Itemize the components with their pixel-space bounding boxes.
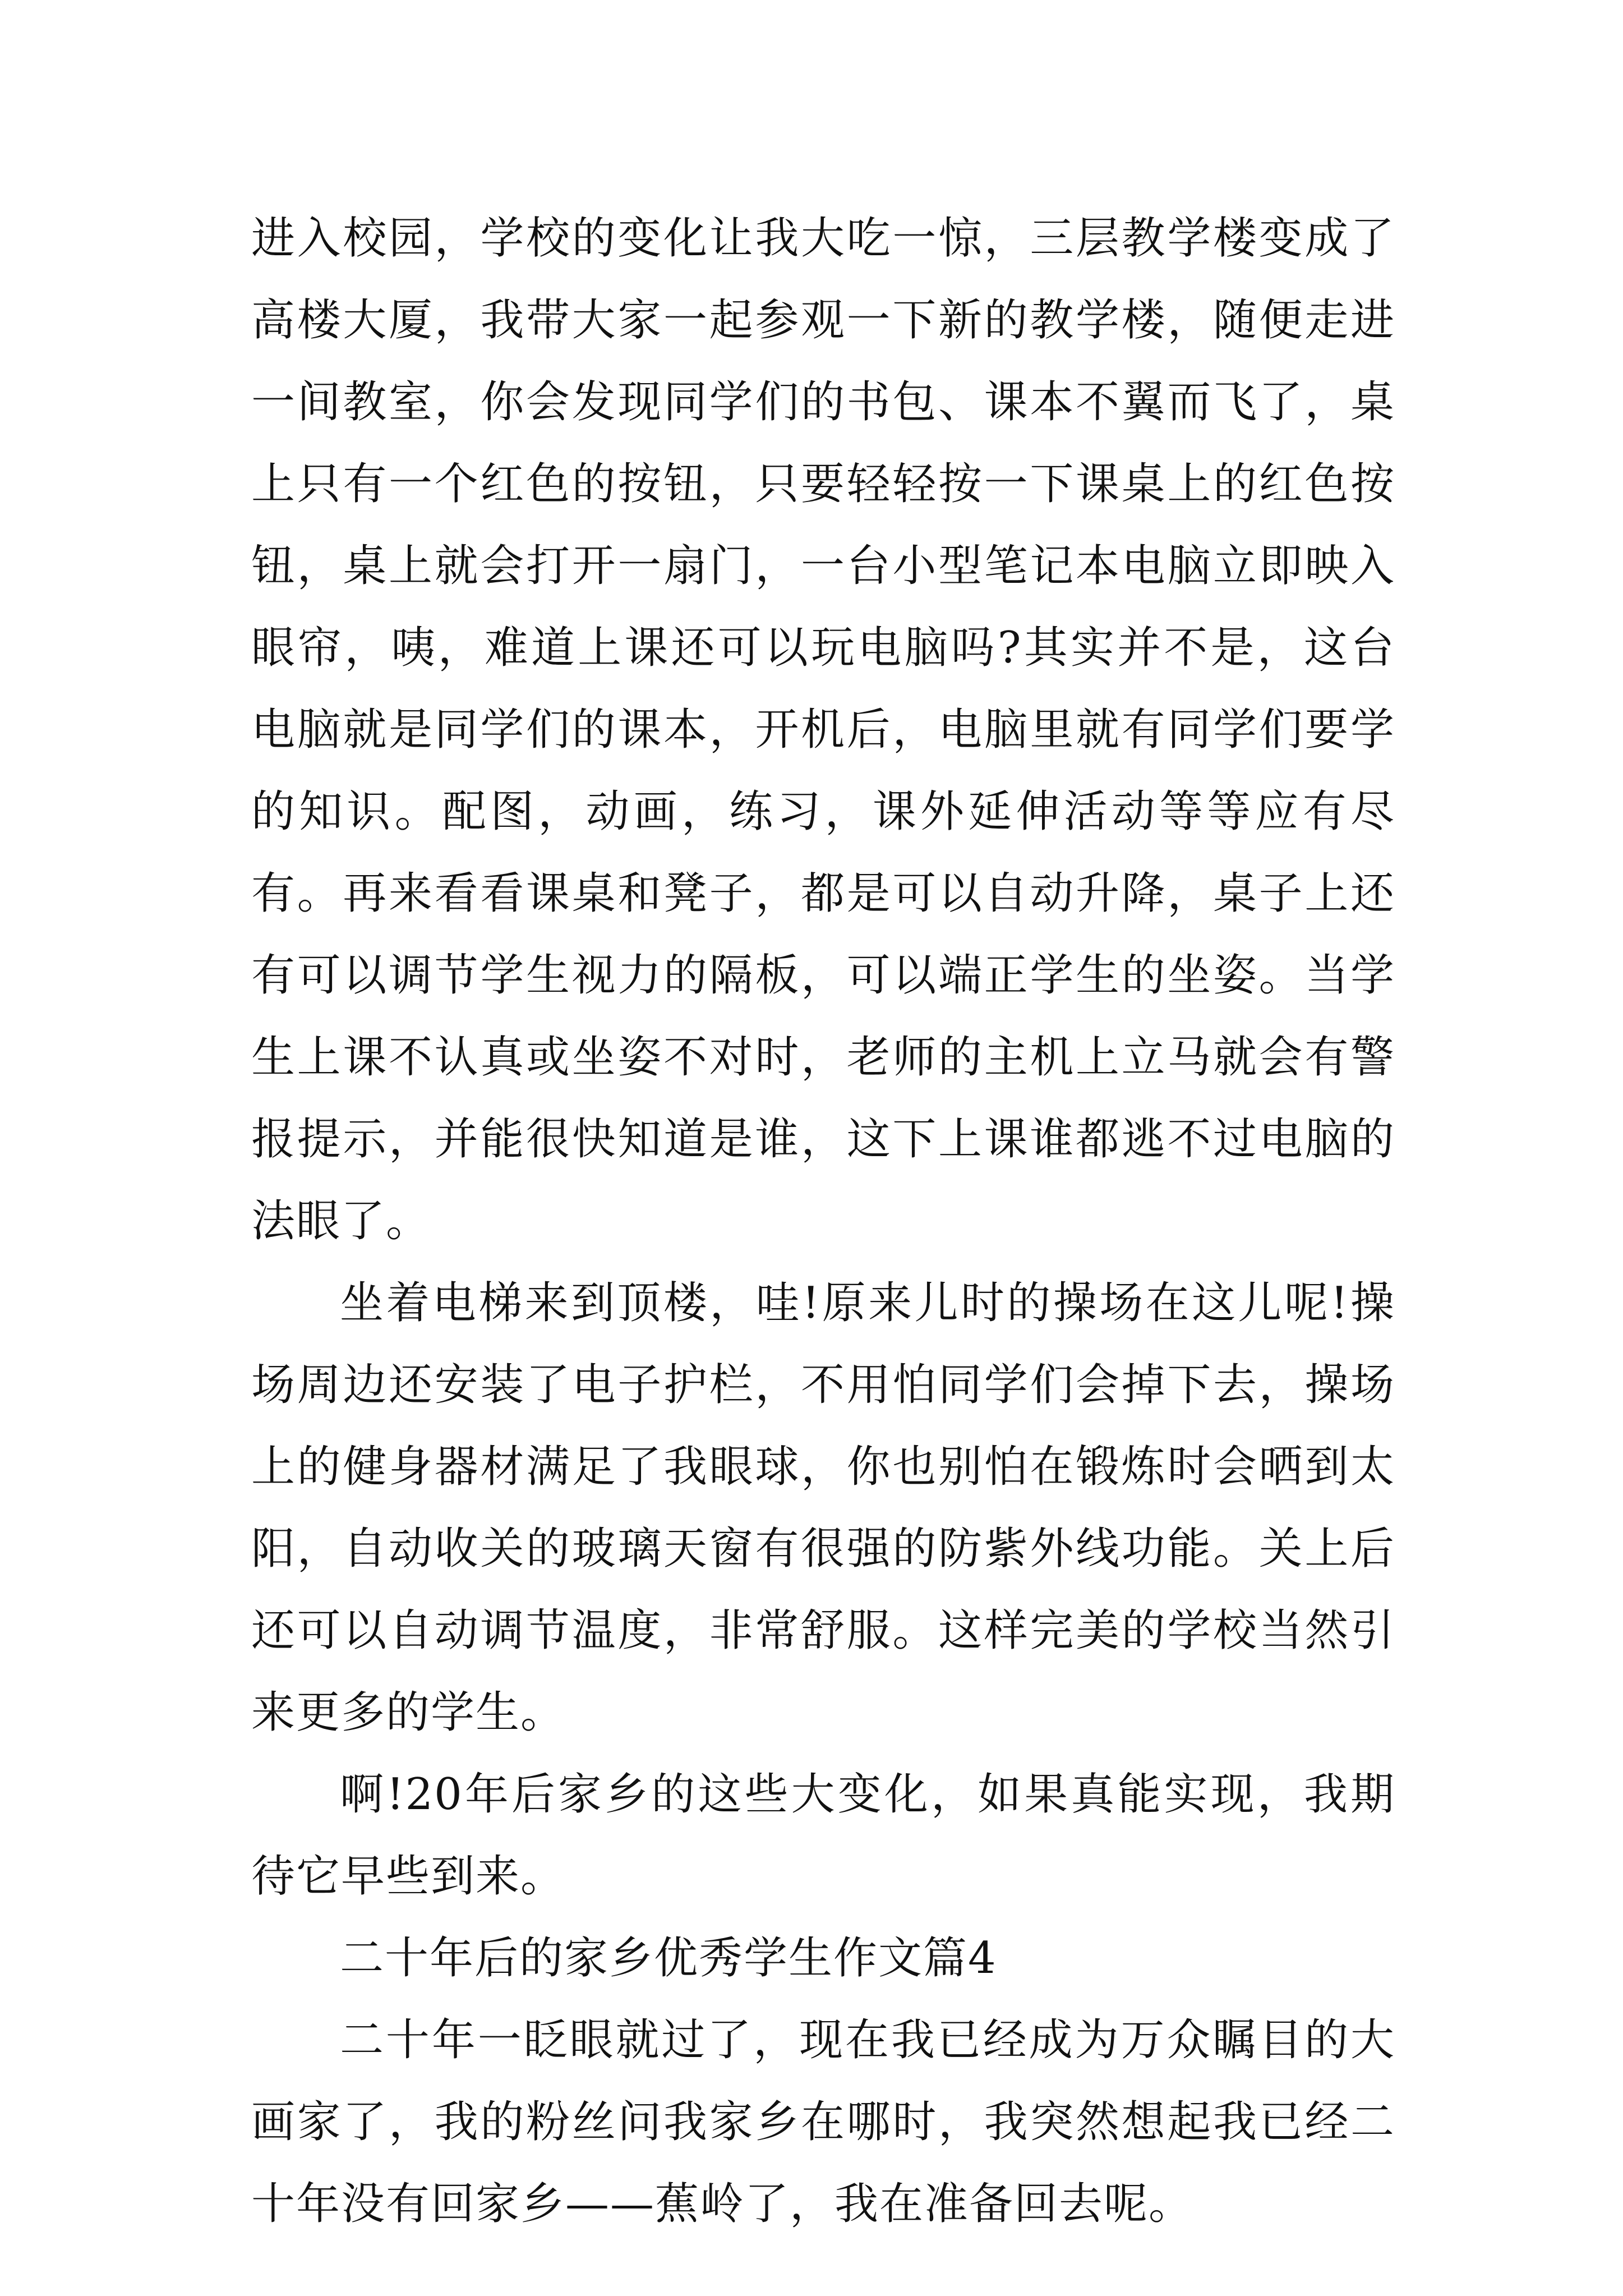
- document-body: [251, 197, 1395, 2245]
- paragraph-rooftop-playground: 坐着电梯来到顶楼，哇!原来儿时的操场在这儿呢!操场周边还安装了电子护栏，不用怕同学们会掉下去，操场上的健身器材满足了我眼球，你也别怕在锻炼时会晒到太阳，自动收关的玻璃天窗有很强的防紫外线功能。关上后还可以自动调节温度，非常舒服。这样完美的学校当然引来更多的学生。: [251, 1278, 1395, 1738]
- paragraph-closing-wish: 啊!20年后家乡的这些大变化，如果真能实现，我期待它早些到来。: [251, 1769, 1395, 1902]
- paragraph-essay-4-opening: 二十年一眨眼就过了，现在我已经成为万众瞩目的大画家了，我的粉丝问我家乡在哪时，我突然想起我已经二十年没有回家乡——蕉岭了，我在准备回去呢。: [251, 2015, 1395, 2229]
- paragraph-school-interior: 进入校园，学校的变化让我大吃一惊，三层教学楼变成了高楼大厦，我带大家一起参观一下新的教学楼，随便走进一间教室，你会发现同学们的书包、课本不翼而飞了，桌上只有一个红色的按钮，只要轻轻按一下课桌上的红色按钮，桌上就会打开一扇门，一台小型笔记本电脑立即映入眼帘，咦，难道上课还可以玩电脑吗?其实并不是，这台电脑就是同学们的课本，开机后，电脑里就有同学们要学的知识。配图，动画，练习，课外延伸活动等等应有尽有。再来看看课桌和凳子，都是可以自动升降，桌子上还有可以调节学生视力的隔板，可以端正学生的坐姿。当学生上课不认真或坐姿不对时，老师的主机上立马就会有警报提示，并能很快知道是谁，这下上课谁都逃不过电脑的法眼了。: [251, 213, 1395, 1246]
- essay-heading: 二十年后的家乡优秀学生作文篇4: [340, 1933, 997, 1984]
